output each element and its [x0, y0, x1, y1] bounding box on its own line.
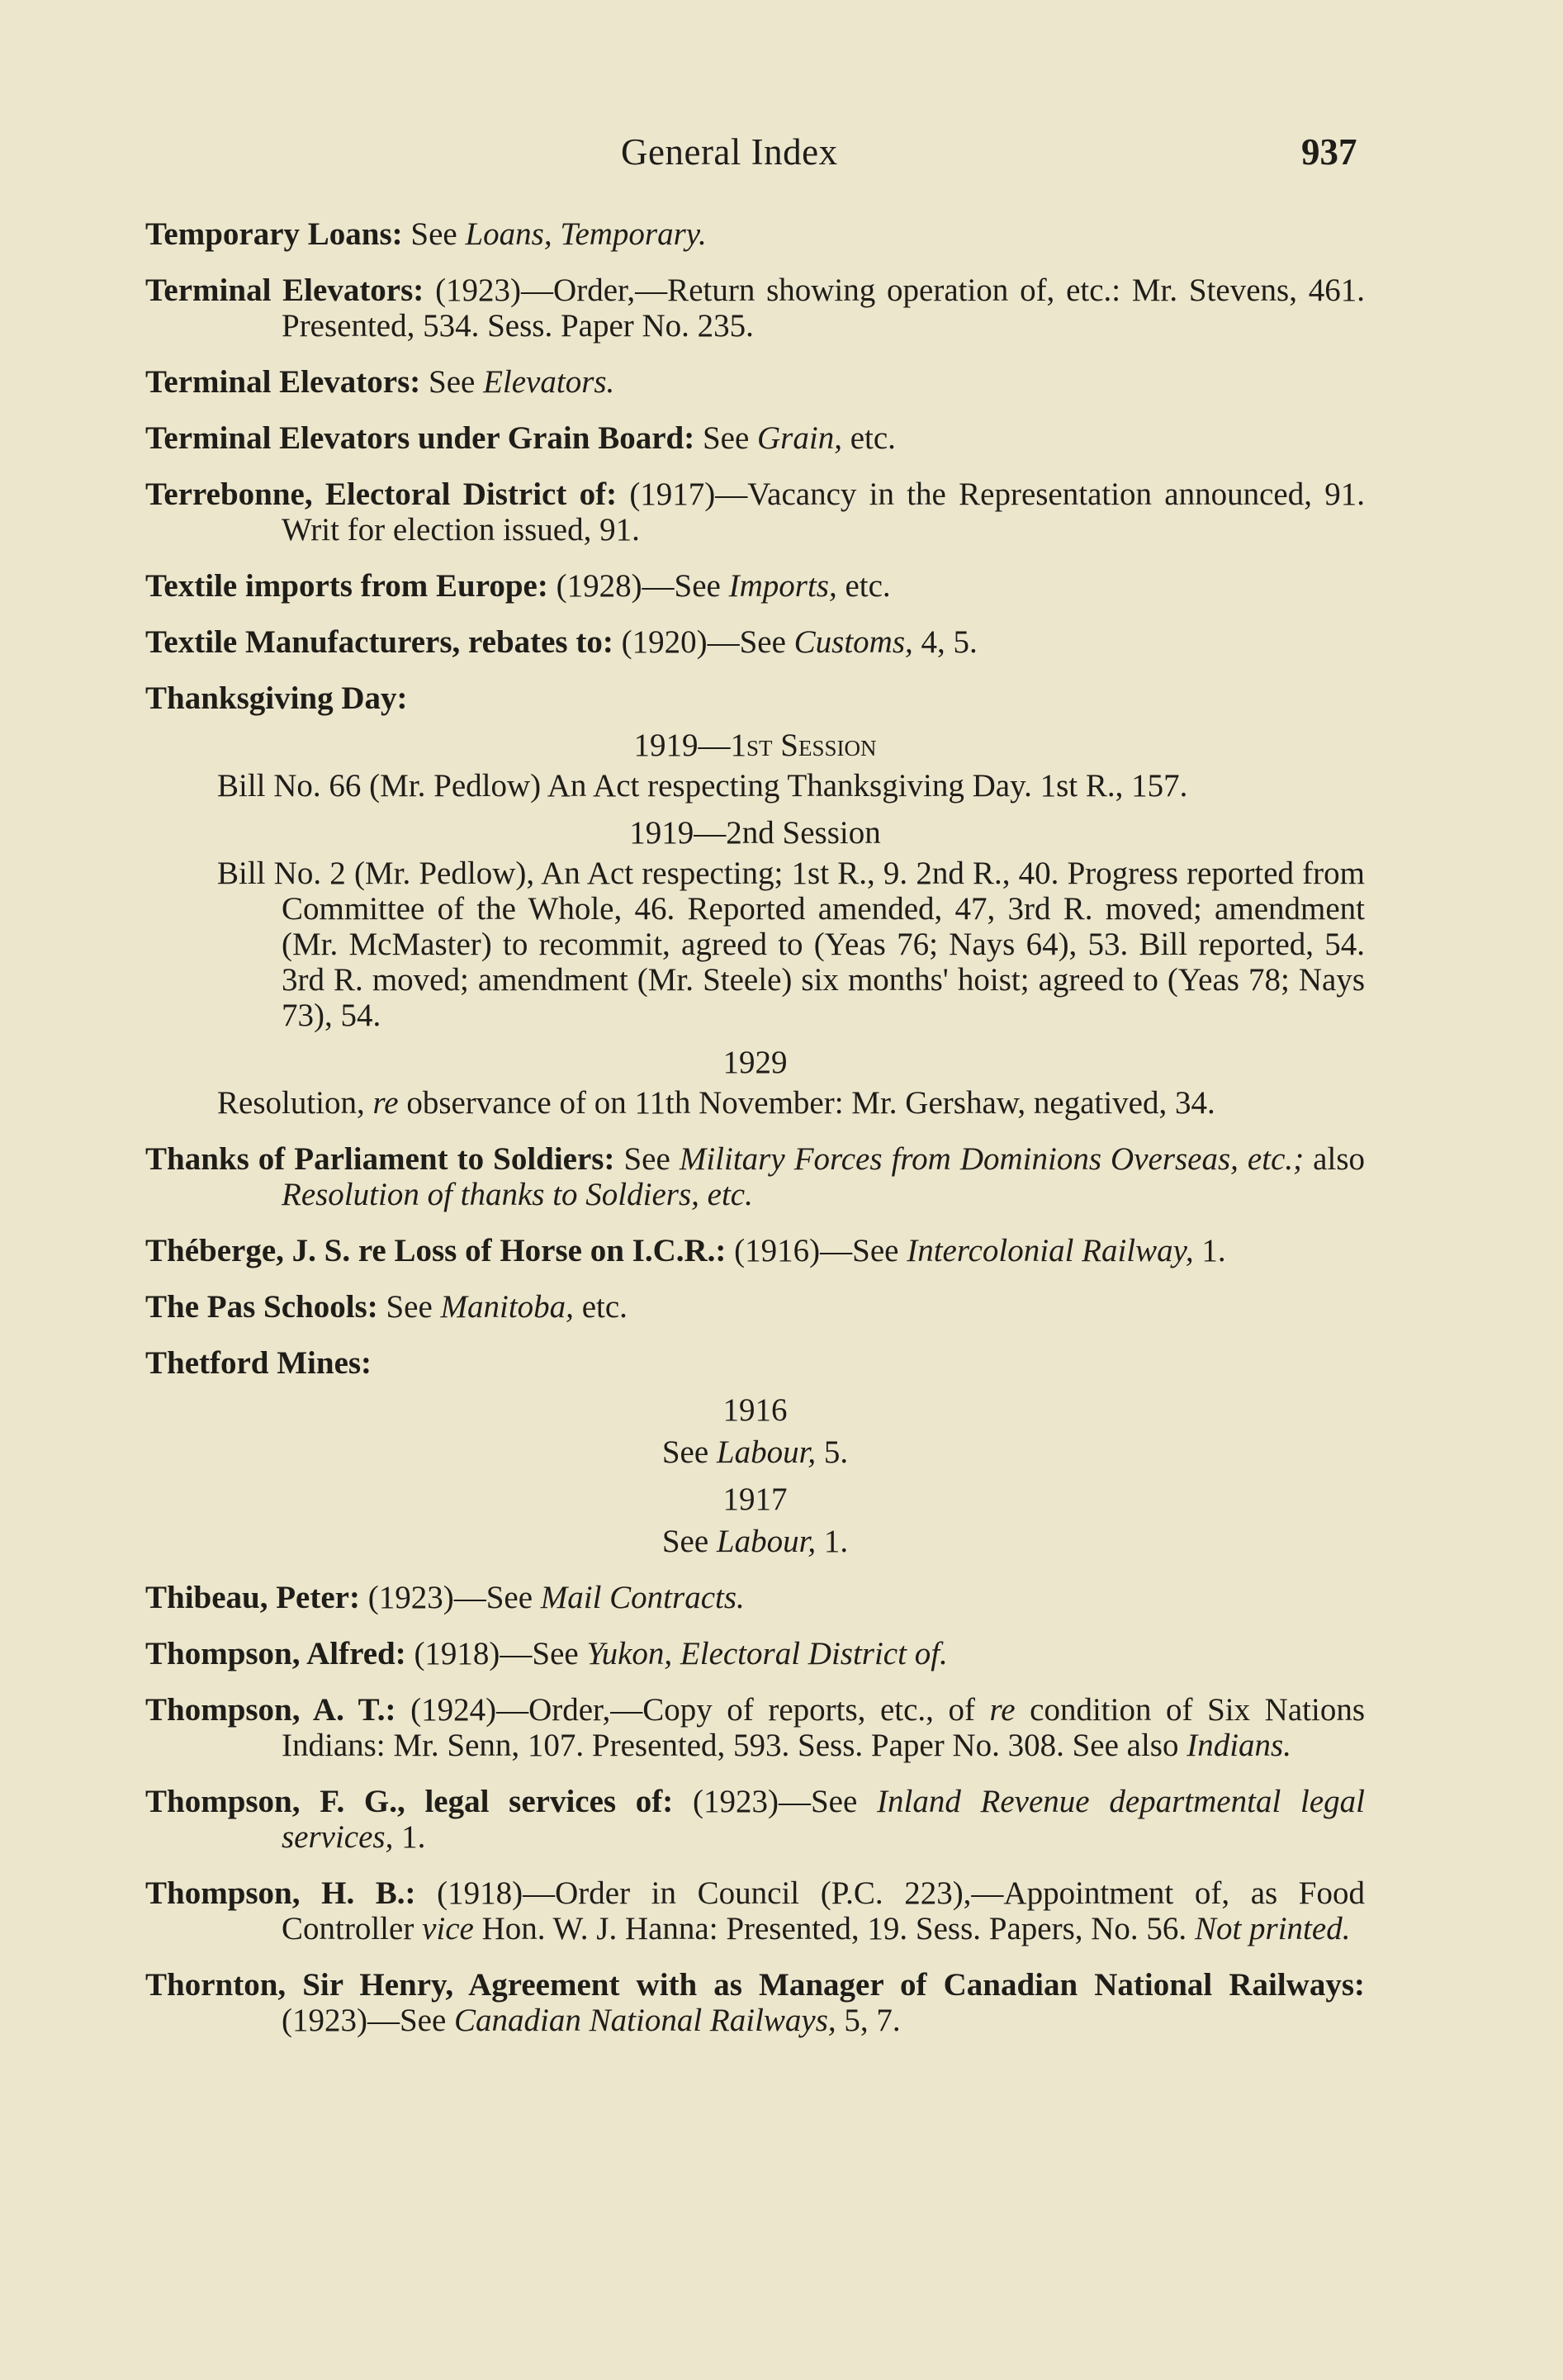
session-heading [145, 728, 1365, 763]
entry-text: See [661, 1524, 717, 1559]
running-title: General Index [621, 131, 838, 173]
entry-heading: Terrebonne, Electoral District of: [145, 476, 618, 512]
entry-reference: Canadian National Railways, [454, 2003, 836, 2038]
entry-text: 1. [816, 1524, 849, 1559]
entry-text: (1920)—See [613, 624, 794, 660]
entry-text: (1923)—Order,—Return showing operation of, etc.: Mr. Stevens, 461. Presented, 534. Sess. Paper No. 235. [282, 273, 1365, 344]
entry-text: Hon. W. J. Hanna: Presented, 19. Sess. Papers, No. 56. [473, 1911, 1195, 1946]
session-heading: 1917 [722, 1482, 788, 1517]
index-entry [145, 1141, 1365, 1212]
entry-text: See [661, 1434, 717, 1470]
index-entry [145, 1967, 1365, 2038]
entry-reference: Customs, [793, 624, 913, 660]
entry-heading: Terminal Elevators: [145, 273, 424, 308]
entry-text: See [614, 1141, 680, 1177]
entry-text: (1924)—Order,—Copy of reports, etc., of [395, 1692, 990, 1728]
entry-text: 4, 5. [912, 624, 978, 660]
entry-reference: Grain, [757, 420, 842, 456]
entry-reference: Indians. [1186, 1728, 1291, 1763]
index-entry [145, 568, 1365, 604]
session-block [145, 856, 1365, 1033]
index-entry [145, 216, 1365, 252]
entry-text: See [377, 1289, 441, 1325]
entry-reference: Resolution of thanks to Soldiers, etc. [282, 1177, 753, 1212]
entry-text: (1928)—See [547, 568, 729, 604]
page-number: 937 [1301, 131, 1357, 173]
index-entry [145, 364, 1365, 400]
entry-text: (1923)—See [282, 2003, 455, 2038]
entry-text: See [694, 420, 758, 456]
session-heading: 1916 [722, 1392, 788, 1428]
entry-text: etc. [836, 568, 891, 604]
entry-heading: Théberge, J. S. re Loss of Horse on I.C.R.: [145, 1233, 727, 1268]
session-label: st Session [746, 728, 877, 763]
index-entry [145, 1692, 1365, 1763]
entry-heading: Terminal Elevators under Grain Board: [145, 420, 695, 456]
entry-text: (1923)—See [359, 1580, 541, 1615]
bill-record: Bill No. 2 (Mr. Pedlow), An Act respecting; 1st R., 9. 2nd R., 40. Progress reported from Committee of the Whole, 46. Reported amended, 47, 3rd R. moved; amendment (Mr. McMaster) to recommit, agreed to (Yeas 76; Nays 64), 53. Bill reported, 54. 3rd R. moved; amendment (Mr. Steele) six months' hoist; agreed to (Yeas 78; Nays 73), 54. [217, 856, 1365, 1033]
entry-text: (1918)—Order in Council (P.C. 223),—Appointment of, as Food Controller [282, 1875, 1365, 1946]
entry-reference: Yukon, Electoral District of. [586, 1636, 948, 1671]
entry-text: (1918)—See [405, 1636, 587, 1671]
entry-text: (1916)—See [726, 1233, 907, 1268]
entry-reference: Imports, [728, 568, 837, 604]
entry-heading: Textile imports from Europe: [145, 568, 548, 604]
entry-text: observance of on 11th November: Mr. Gershaw, negatived, 34. [398, 1085, 1215, 1121]
entry-reference: Labour, [716, 1434, 817, 1470]
entry-heading: Terminal Elevators: [145, 364, 421, 400]
entry-reference: Loans, Temporary. [465, 216, 707, 252]
index-entry [145, 1875, 1365, 1946]
entry-text: See [402, 216, 466, 252]
entry-heading: Thompson, H. B.: [145, 1875, 416, 1911]
bill-record: Bill No. 66 (Mr. Pedlow) An Act respecting Thanksgiving Day. 1st R., 157. [217, 768, 1188, 804]
entry-heading: Thompson, F. G., legal services of: [145, 1784, 674, 1819]
entry-text: etc. [573, 1289, 628, 1325]
entry-reference: Mail Contracts. [540, 1580, 745, 1615]
entry-reference: Intercolonial Railway, [907, 1233, 1194, 1268]
index-entry [145, 1233, 1365, 1268]
entry-text: 5. [816, 1434, 849, 1470]
entry-heading: Thetford Mines: [145, 1345, 372, 1381]
entry-heading: Thanksgiving Day: [145, 680, 408, 716]
index-entry [145, 1636, 1365, 1671]
entry-heading: Thompson, Alfred: [145, 1636, 406, 1671]
entry-heading: Textile Manufacturers, rebates to: [145, 624, 613, 660]
entry-reference: Military Forces from Dominions Overseas, etc.; [679, 1141, 1305, 1177]
entry-text: 1. [1193, 1233, 1226, 1268]
entry-reference: re [989, 1692, 1016, 1728]
entry-heading: Thompson, A. T.: [145, 1692, 396, 1728]
entry-text: See [420, 364, 484, 400]
entry-heading: The Pas Schools: [145, 1289, 378, 1325]
entry-reference: Not printed. [1194, 1911, 1351, 1946]
entry-heading: Temporary Loans: [145, 216, 403, 252]
index-entry [145, 420, 1365, 456]
page-header [0, 130, 1563, 180]
session-heading: 1929 [722, 1045, 788, 1080]
entry-heading: Thornton, Sir Henry, Agreement with as Manager of Canadian National Railways: [145, 1967, 1365, 2003]
index-entry [145, 1580, 1365, 1615]
index-entry [145, 1289, 1365, 1325]
cross-reference [145, 1524, 1365, 1559]
resolution-record [217, 1085, 1365, 1121]
entry-reference: vice [422, 1911, 474, 1946]
entry-text: (1923)—See [673, 1784, 877, 1819]
index-entry [145, 273, 1365, 344]
entry-text: Resolution, [217, 1085, 373, 1121]
entry-reference: Manitoba, [440, 1289, 574, 1325]
entry-text: condition of Six Nations Indians: Mr. Senn, 107. Presented, 593. Sess. Paper No. 308. See also [282, 1692, 1366, 1763]
index-entries [145, 216, 1365, 2059]
index-entry [145, 624, 1365, 660]
cross-reference [145, 1434, 1365, 1470]
entry-text: 5, 7. [836, 2003, 901, 2038]
entry-reference: Elevators. [483, 364, 615, 400]
entry-text: (1917)—Vacancy in the Representation announced, 91. Writ for election issued, 91. [282, 476, 1365, 548]
entry-text: etc. [841, 420, 896, 456]
entry-reference: Inland Revenue departmental legal services, [282, 1784, 1365, 1855]
session-block [145, 1085, 1365, 1121]
session-heading: 1919—2nd Session [629, 815, 881, 851]
entry-reference: re [372, 1085, 399, 1121]
entry-reference: Labour, [716, 1524, 817, 1559]
session-block [145, 768, 1365, 804]
session-year: 1919—1 [633, 728, 747, 763]
index-entry [145, 1784, 1365, 1855]
entry-heading: Thibeau, Peter: [145, 1580, 360, 1615]
index-entry-thanksgiving [145, 680, 1365, 1121]
entry-heading: Thanks of Parliament to Soldiers: [145, 1141, 615, 1177]
entry-text: also [1304, 1141, 1365, 1177]
entry-text: 1. [393, 1819, 426, 1855]
index-entry [145, 476, 1365, 548]
index-entry-thetford [145, 1345, 1365, 1559]
